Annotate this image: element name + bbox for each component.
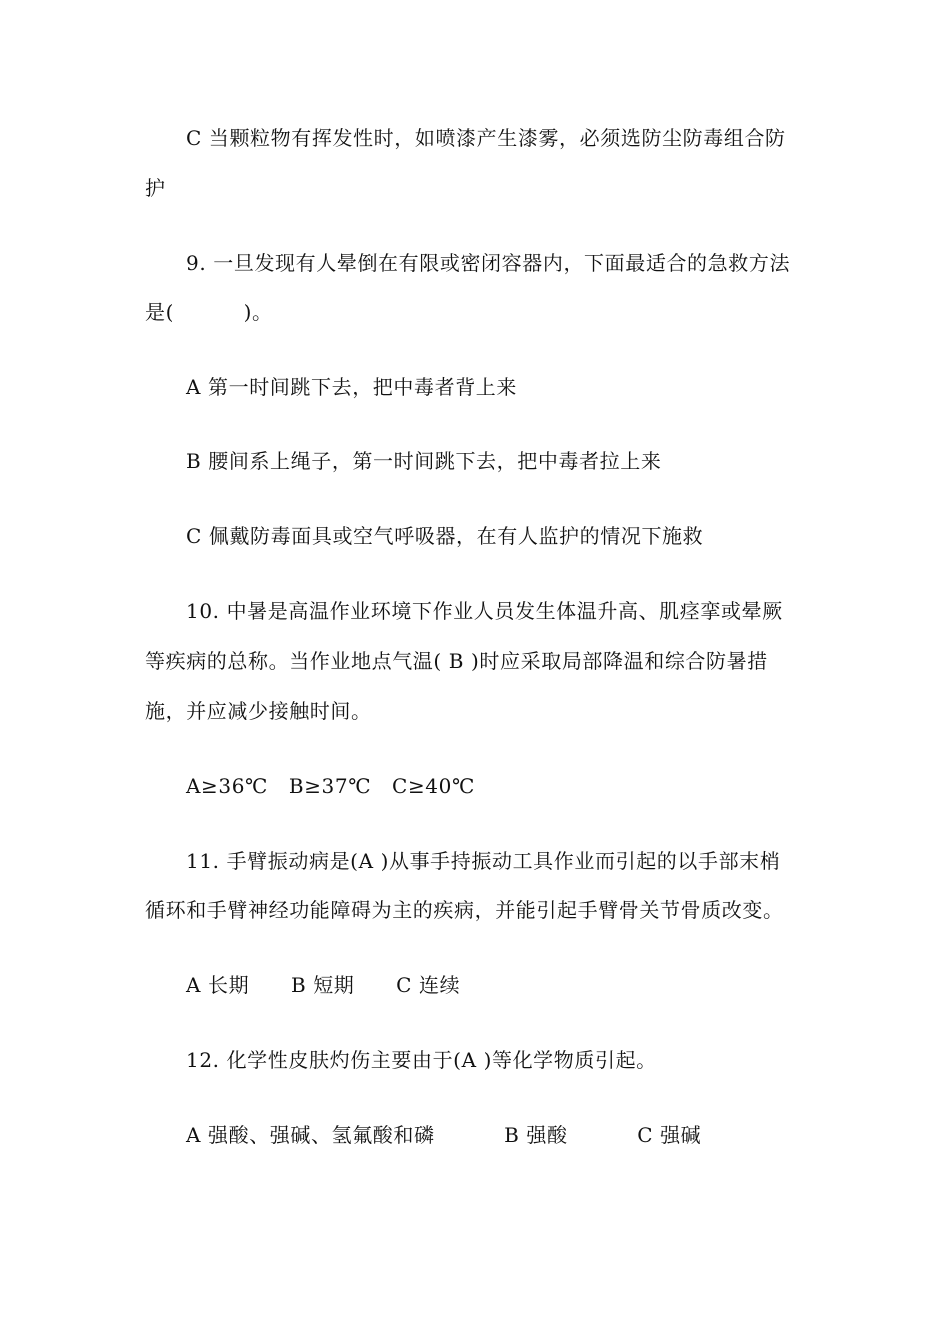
q8-option-c-line-1: C 当颗粒物有挥发性时，如喷漆产生漆雾，必须选防尘防毒组合防 (186, 126, 786, 150)
q11-options: A 长期 B 短期 C 连续 (186, 973, 461, 997)
q9-question-line-2: 是( )。 (145, 300, 273, 324)
q11-question-line-2: 循环和手臂神经功能障碍为主的疾病，并能引起手臂骨关节骨质改变。 (145, 898, 784, 922)
q9-question-line-1: 9. 一旦发现有人晕倒在有限或密闭容器内，下面最适合的急救方法 (186, 251, 791, 275)
q10-question-line-1: 10. 中暑是高温作业环境下作业人员发生体温升高、肌痉挛或晕厥 (186, 599, 783, 623)
q11-question-line-1: 11. 手臂振动病是(A )从事手持振动工具作业而引起的以手部末梢 (186, 849, 781, 873)
q9-option-c: C 佩戴防毒面具或空气呼吸器，在有人监护的情况下施救 (186, 524, 704, 548)
q10-question-line-3: 施，并应减少接触时间。 (145, 699, 372, 723)
q9-option-b: B 腰间系上绳子，第一时间跳下去，把中毒者拉上来 (186, 449, 662, 473)
q12-options: A 强酸、强碱、氢氟酸和磷 B 强酸 C 强碱 (186, 1123, 702, 1147)
q10-options: A≥36℃ B≥37℃ C≥40℃ (186, 774, 475, 798)
q8-option-c-line-2: 护 (145, 176, 166, 200)
q9-option-a: A 第一时间跳下去，把中毒者背上来 (186, 375, 518, 399)
q12-question-line-1: 12. 化学性皮肤灼伤主要由于(A )等化学物质引起。 (186, 1048, 657, 1072)
q10-question-line-2: 等疾病的总称。当作业地点气温( B )时应采取局部降温和综合防暑措 (145, 649, 768, 673)
